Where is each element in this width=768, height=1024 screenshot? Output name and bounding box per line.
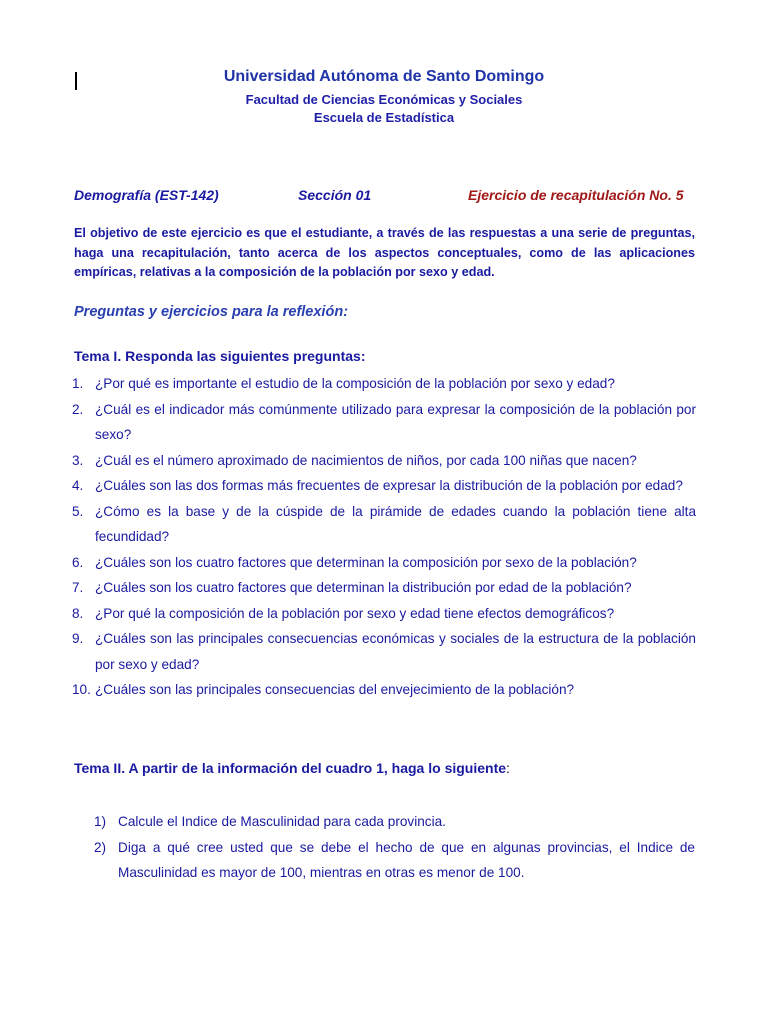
question-text: ¿Cuáles son los cuatro factores que determinan la distribución por edad de la población? — [95, 580, 632, 595]
faculty-title: Facultad de Ciencias Económicas y Sociales — [245, 92, 523, 107]
question-number: 10. — [72, 682, 91, 697]
tema1-question-list — [72, 371, 696, 703]
question-text: ¿Cuáles son las principales consecuencias del envejecimiento de la población? — [95, 682, 575, 697]
question-number: 1. — [72, 376, 84, 391]
tema2-heading-text: Tema II. A partir de la información del cuadro 1, haga lo siguiente — [74, 760, 507, 776]
tema2-task-list — [94, 809, 695, 886]
question-text: ¿Cuáles son los cuatro factores que determinan la composición por sexo de la población? — [95, 554, 637, 570]
objective-paragraph: El objetivo de este ejercicio es que el estudiante, a través de las respuestas a una serie de preguntas, haga una recapitulación, tanto acerca de los aspectos conceptuales, como de las aplicaciones empíricas, relativas a la composición de la población por sexo y edad. — [74, 226, 695, 279]
course-name: Demografía (EST-142) — [74, 187, 219, 203]
question-number: 2. — [72, 401, 84, 417]
exercise-title: Ejercicio de recapitulación No. 5 — [468, 187, 684, 203]
question-number: 3. — [72, 452, 84, 468]
course-info-line — [74, 187, 694, 207]
question-text: ¿Cuál es el número aproximado de nacimientos de niños, por cada 100 niñas que nacen? — [95, 452, 637, 468]
question-item — [72, 371, 696, 397]
tema1-heading: Tema I. Responda las siguientes preguntas: — [74, 348, 366, 364]
question-item — [72, 575, 696, 601]
question-item — [72, 499, 696, 550]
university-title: Universidad Autónoma de Santo Domingo — [223, 68, 545, 85]
question-number: 4. — [72, 478, 84, 493]
reflection-heading — [74, 304, 348, 320]
question-text: ¿Por qué la composición de la población por sexo y edad tiene efectos demográficos? — [95, 605, 615, 621]
reflection-heading-colon: : — [343, 304, 349, 320]
task-text: Diga a qué cree usted que se debe el hecho de que en algunas provincias, el Indice de Masculinidad es mayor de 100, mientras en otras es menor de 100. — [118, 839, 695, 880]
question-text: ¿Cómo es la base y de la cúspide de la pirámide de edades cuando la población tiene alta fecundidad? — [95, 503, 696, 544]
question-item — [72, 448, 696, 474]
question-item — [72, 626, 696, 677]
question-item — [72, 473, 696, 499]
question-item — [72, 601, 696, 627]
question-number: 6. — [72, 554, 84, 570]
task-item — [94, 809, 695, 835]
school-title: Escuela de Estadística — [313, 110, 455, 125]
task-item — [94, 835, 695, 886]
task-text: Calcule el Indice de Masculinidad para cada provincia. — [118, 814, 446, 829]
question-text: ¿Por qué es importante el estudio de la composición de la población por sexo y edad? — [95, 376, 615, 391]
question-number: 9. — [72, 631, 84, 646]
task-number: 2) — [94, 839, 107, 855]
reflection-heading-text: Preguntas y ejercicios para la reflexión — [74, 304, 344, 320]
question-text: ¿Cuáles son las dos formas más frecuentes de expresar la distribución de la población por edad? — [95, 478, 683, 493]
course-section: Sección 01 — [298, 187, 372, 203]
question-number: 5. — [72, 503, 84, 519]
question-item — [72, 550, 696, 576]
question-item — [72, 677, 696, 703]
question-item — [72, 397, 696, 448]
tema2-heading-colon: : — [506, 760, 510, 776]
question-number: 8. — [72, 605, 84, 621]
question-number: 7. — [72, 580, 84, 595]
tema2-heading — [74, 760, 510, 776]
task-number: 1) — [94, 814, 107, 829]
question-text: ¿Cuáles son las principales consecuencias económicas y sociales de la estructura de la población por sexo y edad? — [95, 631, 696, 672]
question-text: ¿Cuál es el indicador más comúnmente utilizado para expresar la composición de la población por sexo? — [95, 401, 696, 442]
